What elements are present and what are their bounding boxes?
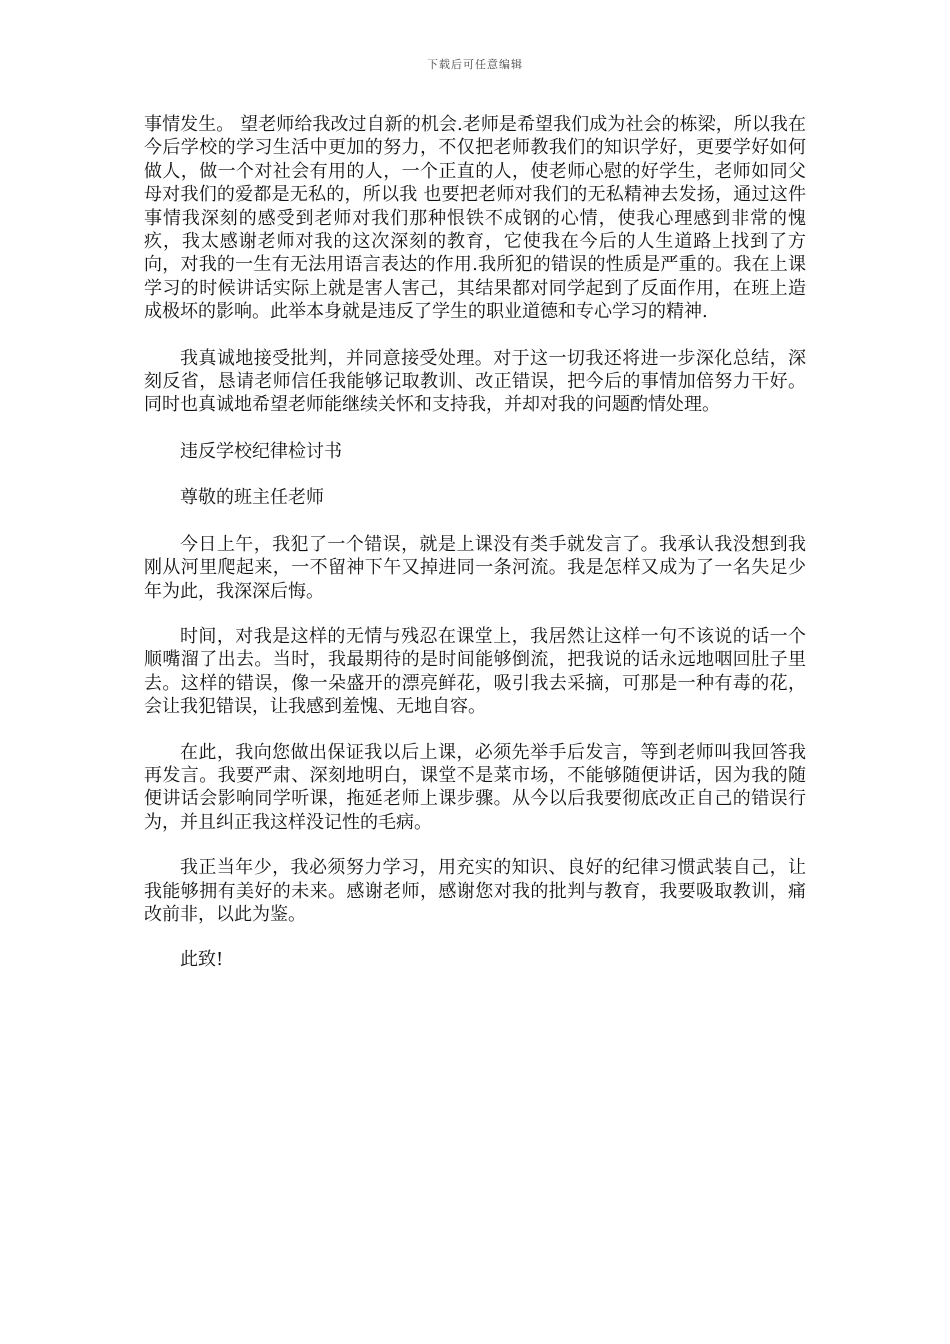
body-paragraph-2: 我真诚地接受批判，并同意接受处理。对于这一切我还将进一步深化总结，深刻反省，恳请老师信任我能够记取教训、改正错误，把今后的事情加倍努力干好。同时也真诚地希望老师能继续关怀和支持我，并却对我的问题酌情处理。 <box>144 347 806 416</box>
body-paragraph-3: 今日上午，我犯了一个错误，就是上课没有类手就发言了。我承认我没想到我刚从河里爬起来，一不留神下午又掉进同一条河流。我是怎样又成为了一名失足少年为此，我深深后悔。 <box>144 533 806 602</box>
salutation: 尊敬的班主任老师 <box>180 487 324 509</box>
page-header-note: 下载后可任意编辑 <box>427 58 523 71</box>
body-paragraph-1: 事情发生。 望老师给我改过自新的机会.老师是希望我们成为社会的栋梁，所以我在今后学校的学习生活中更加的努力，不仅把老师教我们的知识学好，更要学好如何做人，做一个对社会有用的人，一个正直的人，使老师心慰的好学生，老师如同父母对我们的爱都是无私的，所以我 也要把老师对我们的无私精神去发扬，通过这件事情我深刻的感受到老师对我们那种恨铁不成钢的心情，使我心理感到非常的愧疚，我太感谢老师对我的这次深刻的教育，它使我在今后的人生道路上找到了方向，对我的一生有无法用语言表达的作用.我所犯的错误的性质是严重的。我在上课学习的时候讲话实际上就是害人害己，其结果都对同学起到了反面作用，在班上造成极坏的影响。此举本身就是违反了学生的职业道德和专心学习的精神. <box>144 114 806 323</box>
body-paragraph-6: 我正当年少，我必须努力学习，用充实的知识、良好的纪律习惯武装自己，让我能够拥有美好的未来。感谢老师，感谢您对我的批判与教育，我要吸取教训，痛改前非，以此为鉴。 <box>144 857 806 925</box>
closing-line: 此致! <box>180 949 224 971</box>
document-body <box>144 113 806 972</box>
section-title: 违反学校纪律检讨书 <box>180 440 342 462</box>
body-paragraph-5: 在此，我向您做出保证我以后上课，必须先举手后发言，等到老师叫我回答我再发言。我要严肃、深刻地明白，课堂不是菜市场，不能够随便讲话，因为我的随便讲话会影响同学听课，拖延老师上课步骤。从今以后我要彻底改正自己的错误行为，并且纠正我这样没记性的毛病。 <box>144 741 806 833</box>
body-paragraph-4: 时间，对我是这样的无情与残忍在课堂上，我居然让这样一句不该说的话一个顺嘴溜了出去。当时，我最期待的是时间能够倒流，把我说的话永远地咽回肚子里去。这样的错误，像一朵盛开的漂亮鲜花，吸引我去采摘，可那是一种有毒的花，会让我犯错误，让我感到羞愧、无地自容。 <box>144 625 806 718</box>
